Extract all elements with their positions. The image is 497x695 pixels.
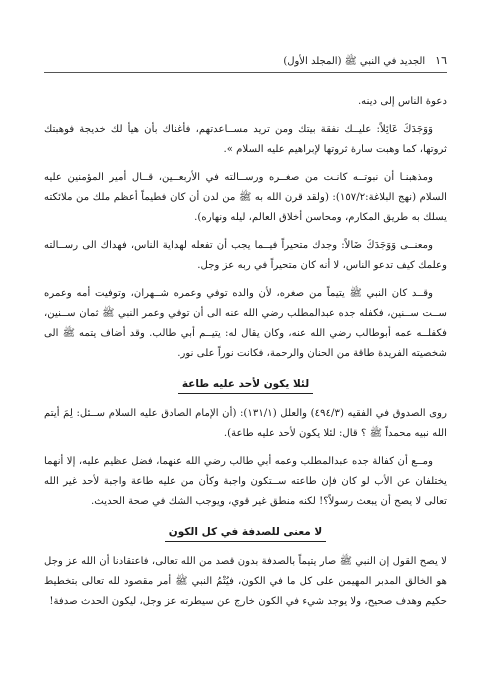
paragraph: ومعنــى وَوَجَدَكَ ضَالاً: وجدك متحيراً فيــما يجب أن تفعله لهداية الناس، فهداك الى رســالته وعلمك كيف تدعو الناس، لا أنه كان متحيراً في ربه عز وجل. <box>44 240 447 271</box>
running-title: الجديد في النبي ﷺ (المجلد الأول) <box>283 56 426 67</box>
paragraph: لا يصح القول إن النبي ﷺ صار يتيماً بالصدفة بدون قصد من الله تعالى، فاعتقادنا أن الله عز وجل هو الخالق المدبر المهيمن على كل ما في الكون، فيُتْمُ النبي ﷺ أمر مقصود لله تعالى بتخطيط حكيم وهدف صحيح، ولا يوجد شيء في الكون خارج عن سيطرته عز وجل، ليكون الحدث صدفة! <box>44 556 447 607</box>
section-heading <box>44 520 447 542</box>
paragraph: ومذهبنـا أن نبوتــه كانـت من صغــره ورســالته في الأربعــين، قــال أمير المؤمنين عليه السلام (نهج البلاغة:١٥٧/٢): (ولقد قرن الله به ﷺ من لدن أن كان فطيماً أعظم ملك من ملائكته يسلك به طريق المكارم، ومحاسن أخلاق العالم، ليله ونهاره). <box>44 172 447 223</box>
paragraph: وَوَجَدَكَ عَائِلاً: عليــك نفقة بيتك ومن تريد مســاعدتهم، فأغناك بأن هيأ لك خديجة فوهبتك ثروتها، كما وهبت سارة ثروتها لإبراهيم عليه السلام ». <box>44 124 447 155</box>
paragraph: وقــد كان النبي ﷺ يتيماً من صغره، لأن والده توفي وعمره شــهران، وتوفيت أمه وعمره ســت ســنين، فكفله جده عبدالمطلب رضي الله عنه الى أن توفي وعمر النبي ﷺ ثمان ســنين، فكفلــه عمه أبوطالب رضي الله عنه، وكان يقال له: يتيــم أبي طالب. وقد أضاف يتمه ﷺ الى شخصيته الفريدة طاقة من الحنان والرحمة، فكانت نوراً على نور. <box>44 288 447 359</box>
paragraph: دعوة الناس إلى دينه. <box>357 96 447 107</box>
page-body <box>44 92 447 620</box>
page-header <box>44 54 447 73</box>
section-heading-text: لئلا يكون لأحد عليه طاعة <box>178 378 313 394</box>
paragraph: ومــع أن كفالة جده عبدالمطلب وعمه أبي طالب رضي الله عنهما، فضل عظيم عليه، إلا أنهما يختلفان عن الأب لو كان فإن طاعته ســتكون واجبة وكأن من عليه طاعة واجبة لأحد غير الله تعالى لا يصح أن يبعث رسولاً؟! لكنه منطق غير قوي، ويوجب الشك في صحة الحديث. <box>44 456 447 507</box>
paragraph: روى الصدوق في الفقيه (٤٩٤/٣) والعلل (١٣١/١): (أن الإمام الصادق عليه السلام ســئل: لِمَ أيتم الله نبيه محمداً ﷺ ؟ قال: لئلا يكون لأحد عليه طاعة). <box>44 408 447 439</box>
section-heading-text: لا معنى للصدفة في كل الكون <box>165 526 327 542</box>
section-heading <box>44 372 447 394</box>
page-number: ١٦ <box>435 54 447 67</box>
